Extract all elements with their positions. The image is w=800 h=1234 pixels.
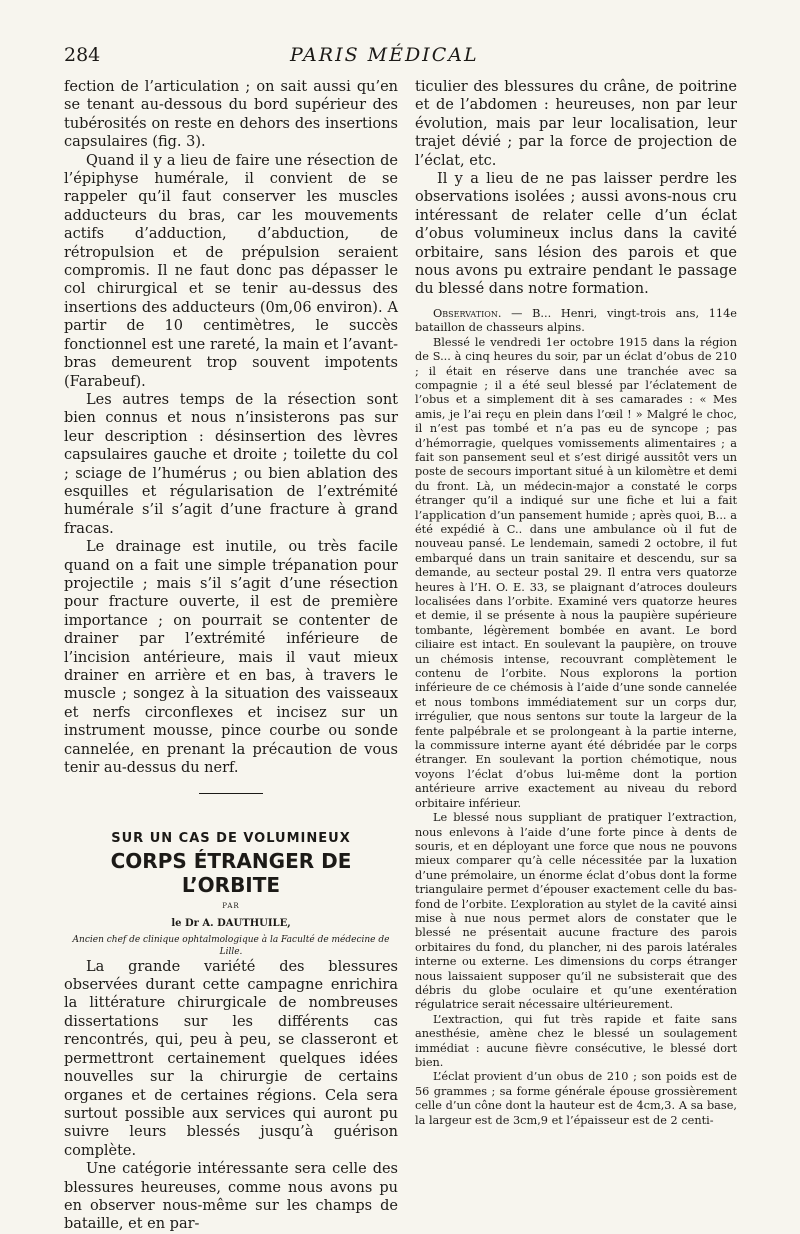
page-number: 284	[64, 44, 101, 66]
byline-author: le Dr A. DAUTHUILE,	[171, 918, 291, 930]
observation-paragraph: L’éclat provient d’un obus de 210 ; son poids est de 56 grammes ; sa forme générale épouse grossièrement celle d’un cône dont la hauteur est de 4cm,3. A sa base, la largeur est de 3cm,9 et l’épaisseur est de 2 centi-	[415, 1070, 737, 1127]
byline-affiliation: Ancien chef de clinique ophtalmologique à la Faculté de médecine de Lille.	[72, 934, 390, 957]
right-column	[415, 78, 737, 1128]
observation-heading	[415, 307, 737, 336]
section-divider	[199, 793, 263, 794]
article-paragraph: Une catégorie intéressante sera celle des blessures heureuses, comme nous avons pu en observer nous-même sur les champs de bataille, et en par-	[64, 1161, 398, 1233]
observation-paragraph: Blessé le vendredi 1er octobre 1915 dans la région de S... à cinq heures du soir, par un éclat d’obus de 210 ; il était en réserve dans une tranchée avec sa compagnie ; il a été seul blessé par l’éclatement de l’obus et a simplement dit à ses camarades : « Mes amis, je l’ai reçu en plein dans l’œil ! » Malgré le choc, il n’est pas tombé et n’a pas eu de syncope ; pas d’hémorragie, quelques vomissements alimentaires ; a fait son pansement seul et s’est dirigé aussitôt vers un poste de secours important situé à un kilomètre et demi du front. Là, un médecin-major a constaté le corps étranger qu’il a indiqué sur une fiche et lui a fait l’application d’un pansement humide ; après quoi, B... a été expédié à C.. dans une ambulance où il fut de nouveau pansé. Le lendemain, samedi 2 octobre, il fut embarqué dans un train sanitaire et descendu, sur sa demande, au secteur postal 29. Il entra vers quatorze heures à l’H. O. E. 33, se plaignant d’atroces douleurs localisées dans l’orbite. Examiné vers quatorze heures et demie, il se présente à nous la paupière supérieure tombante, légèrement bombée en avant. Le bord ciliaire est intact. En soulevant la paupière, on trouve un chémosis intense, recouvrant complètement le contenu de l’orbite. Nous explorons la portion inférieure de ce chémosis à l’aide d’une sonde cannelée et nous tombons immédiatement sur un corps dur, irrégulier, que nous sentons sur toute la largeur de la fente palpébrale et se prolongeant à la partie interne, la commissure interne ayant été débridée par le corps étranger. En soulevant la portion chémotique, nous voyons l’éclat d’obus lui-même dont la portion antérieure arrive exactement au niveau du rebord orbitaire inférieur.	[415, 335, 737, 810]
left-paragraph: Les autres temps de la résection sont bien connus et nous n’insisterons pas sur leur description : désinsertion des lèvres capsulaires gauche et droite ; toilette du col ; sciage de l’humérus ; ou bien ablation des esquilles et régularisation de l’extrémité humérale s’il s’agit d’une fracture à grand fracas.	[64, 391, 398, 537]
article-paragraph: La grande variété des blessures observées durant cette campagne enrichira la littérature chirurgicale de nombreuses dissertations sur les différents cas rencontrés, qui, peu à peu, se classeront et permettront certainement quelques idées nouvelles sur la chirurgie de certains organes et de certaines régions. Cela sera surtout possible aux services qui auront pu suivre leurs blessés jusqu’à guérison complète.	[64, 958, 398, 1159]
article-kicker: SUR UN CAS DE VOLUMINEUX	[111, 831, 351, 847]
left-paragraph: Quand il y a lieu de faire une résection de l’épiphyse humérale, il convient de se rappeler qu’il faut conserver les muscles adducteurs du bras, car les mouvements actifs d’adduction, d’abduction, de rétropulsion et de prépulsion seraient compromis. Il ne faut donc pas dépasser le col chirurgical et se tenir au-dessus des insertions des adducteurs (0m,06 environ). A partir de 10 centimètres, le succès fonctionnel est une rareté, la main et l’avant-bras demeurent trop souvent impotents (Farabeuf).	[64, 152, 398, 390]
observation-label: Observation.	[433, 306, 502, 320]
observation-paragraph: Le blessé nous suppliant de pratiquer l’extraction, nous enlevons à l’aide d’une forte pince à dents de souris, et en déployant une force que nous ne pouvons mieux comparer qu’à celle nécessitée par la luxation d’une prémolaire, un énorme éclat d’obus dont la forme triangulaire permet d’épouser exactement celle du bas-fond de l’orbite. L’exploration au stylet de la cavité ainsi mise à nue nous permet alors de constater que le blessé ne présentait aucune fracture des parois orbitaires du fond, du plancher, ni des parois latérales interne ou externe. Les dimensions du corps étranger nous laissaient supposer qu’il ne subsisterait que des débris du globe oculaire et qu’une exentération régulatrice serait nécessaire ultérieurement.	[415, 811, 737, 1012]
article-title-line-2: L’ORBITE	[181, 872, 281, 897]
running-head: PARIS MÉDICAL	[290, 44, 479, 66]
observation-paragraph: L’extraction, qui fut très rapide et faite sans anesthésie, amène chez le blessé un soulagement immédiat : aucune fièvre consécutive, le blessé dort bien.	[415, 1012, 737, 1069]
right-paragraph: Il y a lieu de ne pas laisser perdre les observations isolées ; aussi avons-nous cru intéressant de relater celle d’un éclat d’obus volumineux inclus dans la cavité orbitaire, sans lésion des parois et que nous avons pu extraire pendant le passage du blessé dans notre formation.	[415, 171, 737, 298]
left-paragraph: fection de l’articulation ; on sait aussi qu’en se tenant au-dessous du bord supérieur des tubérosités on reste en dehors des insertions capsulaires (fig. 3).	[64, 79, 398, 151]
left-column	[64, 78, 398, 1234]
article-title-line-1: CORPS ÉTRANGER DE	[110, 848, 352, 873]
observation-lead: — B... Henri, vingt-trois ans, 114e bataillon de chasseurs alpins.	[415, 306, 737, 335]
left-paragraph: Le drainage est inutile, ou très facile quand on a fait une simple trépanation pour projectile ; mais s’il s’agit d’une résection pour fracture ouverte, il est de première importance ; on pourrait se contenter de drainer par l’extrémité inférieure de l’incision antérieure, mais il vaut mieux drainer en arrière et en bas, à travers le muscle ; songez à la situation des vaisseaux et nerfs circonflexes et incisez sur un instrument mousse, pince courbe ou sonde cannelée, en prenant la précaution de vous tenir au-dessus du nerf.	[64, 539, 398, 777]
right-paragraph: ticulier des blessures du crâne, de poitrine et de l’abdomen : heureuses, non par leur évolution, mais par leur localisation, leur trajet dévié ; par la force de projection de l’éclat, etc.	[415, 79, 737, 169]
byline-par: PAR	[222, 901, 240, 910]
